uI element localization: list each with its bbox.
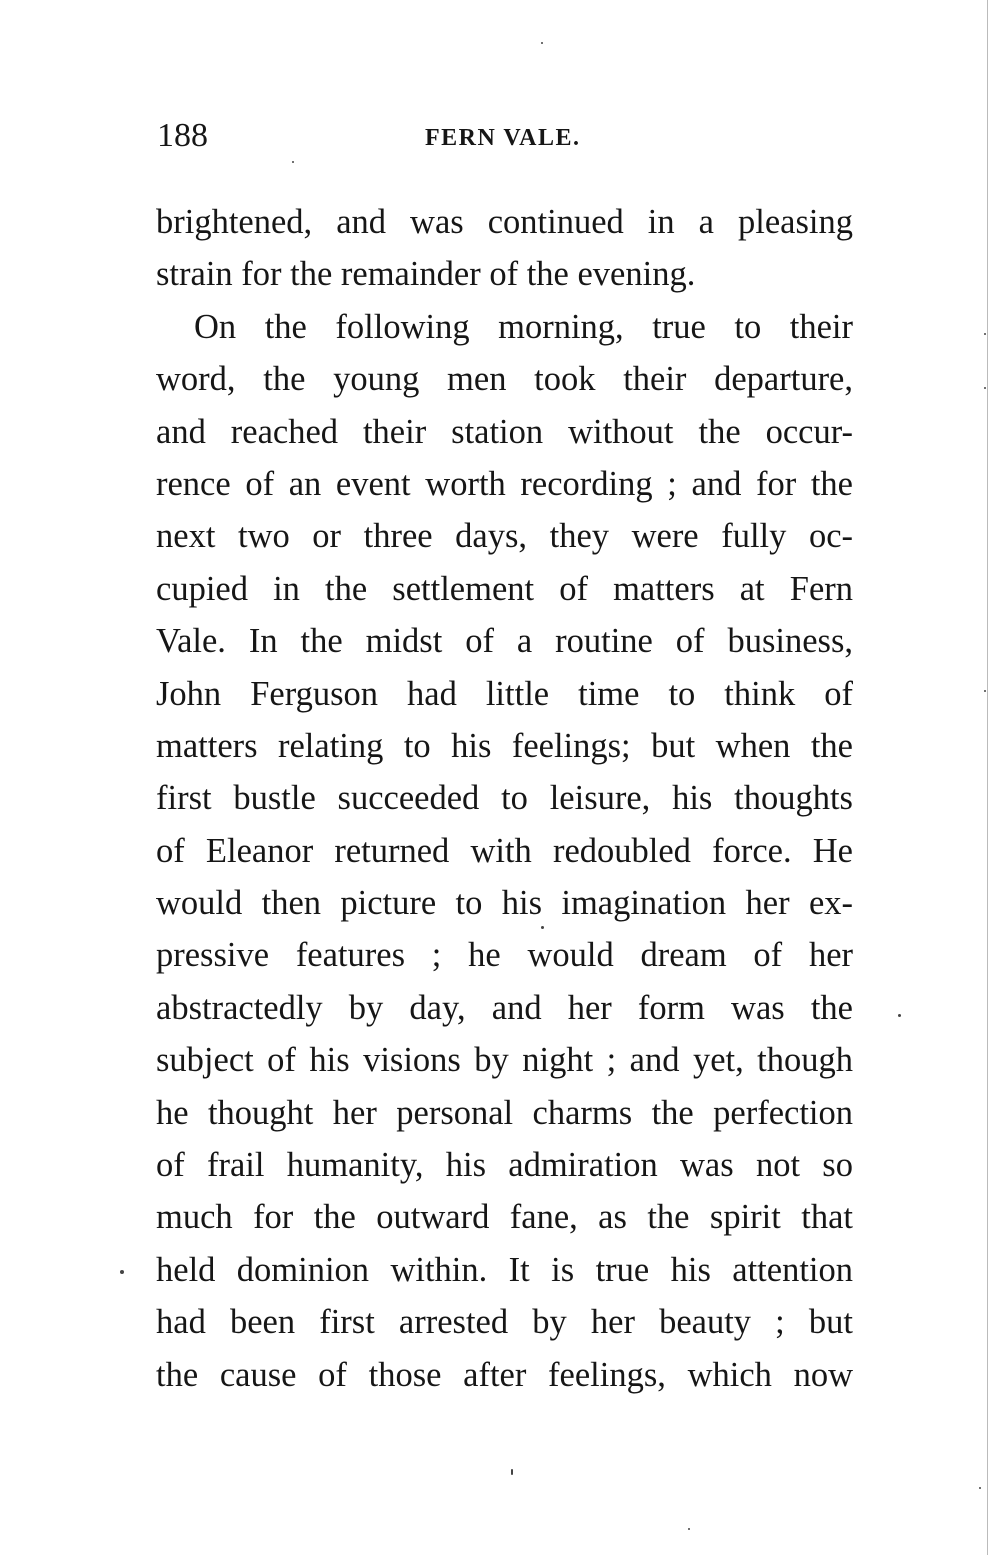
text-line: held dominion within. It is true his attention bbox=[156, 1250, 853, 1289]
scan-speck bbox=[120, 1270, 124, 1274]
text-line: matters relating to his feelings; but when the bbox=[156, 726, 853, 765]
text-line: next two or three days, they were fully oc- bbox=[156, 517, 853, 556]
page-edge-line bbox=[987, 0, 988, 1555]
text-line: John Ferguson had little time to think of bbox=[156, 674, 853, 713]
scan-speck bbox=[511, 1469, 513, 1475]
scan-speck bbox=[898, 1014, 901, 1017]
page-number: 188 bbox=[157, 117, 208, 154]
text-line: of frail humanity, his admiration was not so bbox=[156, 1146, 853, 1185]
text-line: much for the outward fane, as the spirit that bbox=[156, 1198, 853, 1237]
text-line: subject of his visions by night ; and yet, though bbox=[156, 1041, 853, 1080]
text-line: would then picture to his imagination her ex- bbox=[156, 884, 853, 923]
scan-speck bbox=[541, 926, 544, 929]
scan-speck bbox=[984, 690, 986, 692]
text-line: brightened, and was continued in a pleasing bbox=[156, 203, 853, 241]
scan-speck bbox=[541, 42, 543, 44]
text-line: of Eleanor returned with redoubled force. He bbox=[156, 831, 853, 870]
text-line: pressive features ; he would dream of her bbox=[156, 936, 853, 975]
text-line: rence of an event worth recording ; and for the bbox=[156, 464, 853, 503]
text-line: had been first arrested by her beauty ; but bbox=[156, 1303, 853, 1342]
text-line: word, the young men took their departure, bbox=[156, 360, 853, 399]
scan-speck bbox=[984, 333, 986, 335]
text-line: On the following morning, true to their bbox=[194, 307, 853, 346]
text-line: abstractedly by day, and her form was the bbox=[156, 988, 853, 1027]
text-line: and reached their station without the occur- bbox=[156, 412, 853, 451]
text-line: strain for the remainder of the evening. bbox=[156, 255, 696, 294]
text-line: Vale. In the midst of a routine of business, bbox=[156, 622, 853, 661]
text-line: cupied in the settlement of matters at Fern bbox=[156, 569, 853, 608]
text-line: first bustle succeeded to leisure, his thoughts bbox=[156, 779, 853, 818]
text-line: he thought her personal charms the perfection bbox=[156, 1093, 853, 1132]
scan-speck bbox=[688, 1528, 690, 1530]
running-head: FERN VALE. bbox=[425, 125, 581, 151]
scan-speck bbox=[292, 161, 294, 163]
scan-speck bbox=[979, 1487, 981, 1489]
body-text bbox=[156, 196, 853, 1401]
text-line: the cause of those after feelings, which now bbox=[156, 1355, 853, 1394]
scan-speck bbox=[984, 387, 986, 389]
